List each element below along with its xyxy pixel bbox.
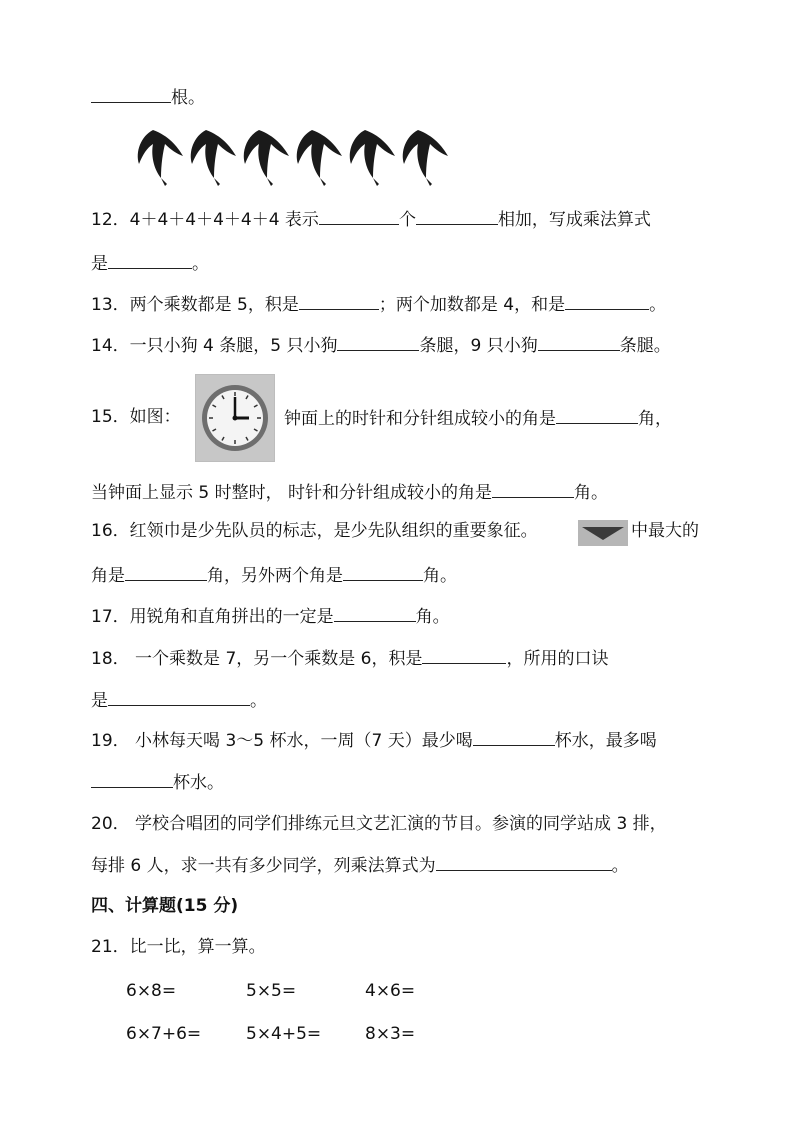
q15-line2: [91, 479, 608, 505]
triangle-scarf-icon: [578, 520, 628, 546]
answer-blank[interactable]: [556, 405, 638, 424]
q15-label-line: [91, 405, 181, 429]
section-heading: 四、计算题(15 分): [91, 896, 239, 916]
q16-text: 中最大的: [631, 521, 699, 541]
q18-text: 18． 一个乘数是 7，另一个乘数是 6，积是: [91, 649, 423, 669]
q15-text: 当钟面上显示 5 时整时， 时针和分针组成较小的角是: [91, 483, 493, 503]
q20-text: 。: [611, 856, 629, 876]
answer-blank[interactable]: [436, 852, 612, 871]
q15-text: 角。: [574, 483, 609, 503]
q19-text: 19． 小林每天喝 3～5 杯水，一周（7 天）最少喝: [91, 731, 473, 751]
q17-text: 角。: [415, 607, 450, 627]
calc-item: 6×8=: [126, 981, 177, 1001]
q16-line1: [91, 519, 538, 543]
q15-text: 15．如图：: [91, 407, 181, 427]
q12-text: 相加，写成乘法算式: [497, 210, 651, 230]
calc-item: 6×7+6=: [126, 1024, 202, 1044]
answer-blank[interactable]: [337, 332, 419, 351]
scarf-image: [578, 520, 628, 546]
q12-line1: [91, 206, 651, 232]
q19-line1: [91, 727, 657, 753]
q18-text: 是: [91, 691, 108, 711]
answer-blank[interactable]: [108, 250, 192, 269]
q18-text: ，所用的口诀: [506, 649, 609, 669]
q19-line2: [91, 769, 224, 795]
calc-item: 8×3=: [365, 1024, 416, 1044]
q16-line2: [91, 562, 457, 588]
q14-line: [91, 332, 671, 358]
q20-line2: [91, 852, 629, 878]
q16-text: 角，另外两个角是: [207, 566, 343, 586]
answer-blank[interactable]: [422, 645, 506, 664]
q12-line2: [91, 250, 209, 276]
q13-line: [91, 291, 666, 317]
q14-text: 条腿，9 只小狗: [419, 336, 538, 356]
q20-line1: [91, 812, 667, 836]
answer-blank[interactable]: [538, 332, 620, 351]
answer-blank[interactable]: [565, 291, 649, 310]
q21-prompt: 21．比一比，算一算。: [91, 937, 266, 957]
q13-text: 13．两个乘数都是 5，积是: [91, 295, 299, 315]
q12-text: 是: [91, 254, 108, 274]
q16-text: 角是: [91, 566, 125, 586]
clock-icon: [196, 375, 274, 461]
calc-item: 4×6=: [365, 981, 416, 1001]
q11-tail: 根。: [171, 88, 205, 108]
q13-text: ；两个加数都是 4，和是: [378, 295, 566, 315]
q16-text: 角。: [423, 566, 457, 586]
q15-text: 角，: [638, 409, 672, 429]
answer-blank[interactable]: [343, 562, 423, 581]
q19-text: 杯水。: [173, 773, 224, 793]
q14-text: 14．一只小狗 4 条腿，5 只小狗: [91, 336, 338, 356]
q16-line1b: [631, 519, 699, 543]
calc-item: 5×5=: [246, 981, 297, 1001]
calc-item: 5×4+5=: [246, 1024, 322, 1044]
q18-line2: [91, 687, 267, 713]
q18-text: 。: [250, 691, 267, 711]
q12-text: 。: [192, 254, 209, 274]
clock-image: [195, 374, 275, 462]
q17-line: [91, 603, 450, 629]
q19-text: 杯水，最多喝: [554, 731, 657, 751]
answer-blank[interactable]: [416, 206, 498, 225]
answer-blank[interactable]: [91, 769, 173, 788]
q13-text: 。: [649, 295, 667, 315]
answer-blank[interactable]: [473, 727, 555, 746]
q12-text: 个: [398, 210, 416, 230]
q16-text: 16．红领巾是少先队员的标志，是少先队组织的重要象征。: [91, 521, 538, 541]
dandelion-seeds-icon: [131, 124, 451, 188]
answer-blank[interactable]: [125, 562, 207, 581]
q20-text: 20． 学校合唱团的同学们排练元旦文艺汇演的节目。参演的同学站成 3 排，: [91, 814, 667, 834]
q17-text: 17．用锐角和直角拼出的一定是: [91, 607, 334, 627]
q14-text: 条腿。: [619, 336, 671, 356]
answer-blank[interactable]: [108, 687, 250, 706]
q15-text: 钟面上的时针和分针组成较小的角是: [284, 409, 556, 429]
answer-blank[interactable]: [492, 479, 574, 498]
answer-blank[interactable]: [299, 291, 379, 310]
answer-blank[interactable]: [334, 603, 416, 622]
answer-blank[interactable]: [91, 84, 171, 103]
answer-blank[interactable]: [319, 206, 399, 225]
q12-text: 12．4＋4＋4＋4＋4＋4 表示: [91, 210, 319, 230]
q20-text: 每排 6 人，求一共有多少同学，列乘法算式为: [91, 856, 436, 876]
q11-line: [91, 84, 205, 110]
q18-line1: [91, 645, 608, 671]
q15-line1: [284, 405, 672, 431]
